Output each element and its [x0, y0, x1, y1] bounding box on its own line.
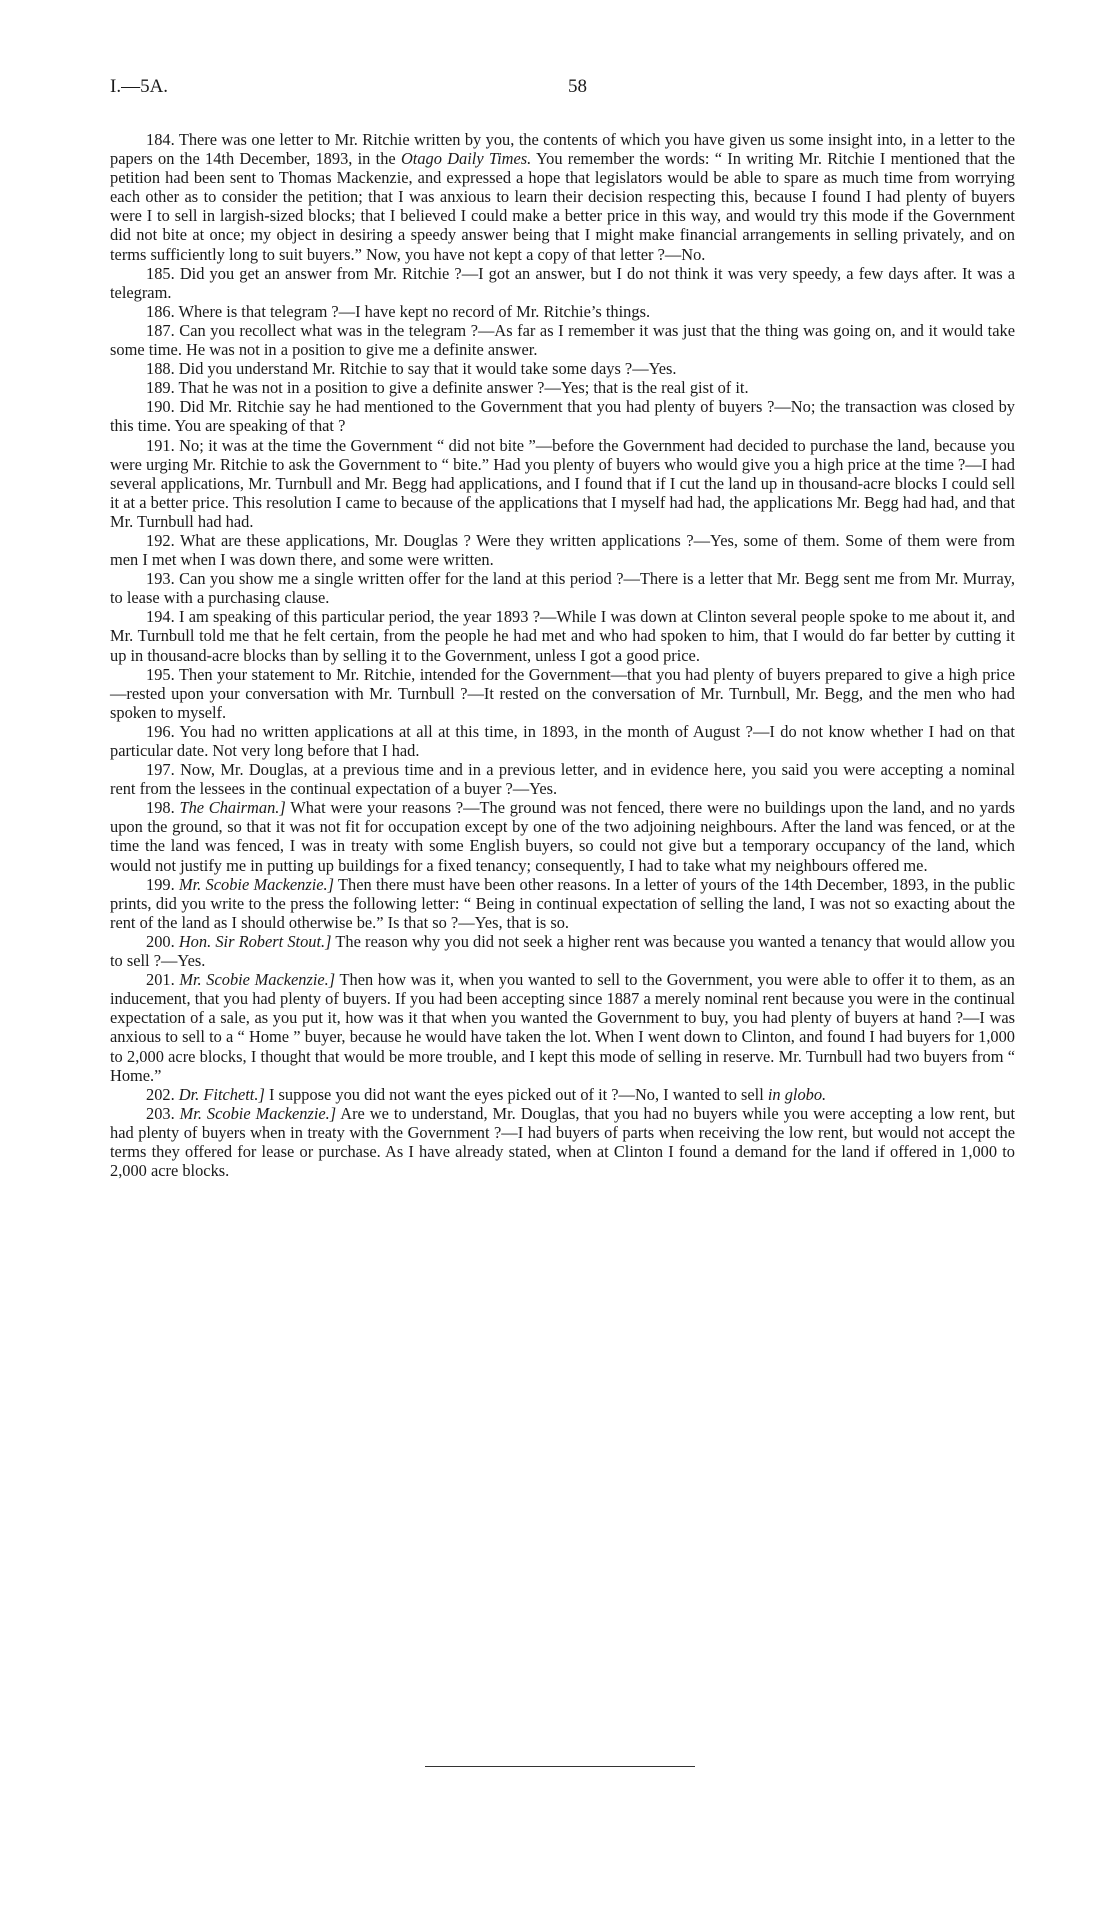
paragraph-number: 188.	[146, 359, 175, 379]
paragraph-text: That he was not in a position to give a definite answer ?—Yes; that is the real gist of it.	[178, 378, 749, 398]
paragraph-200	[110, 932, 1015, 970]
paragraph-number: 194.	[146, 607, 175, 627]
paragraph-text: Where is that telegram ?—I have kept no record of Mr. Ritchie’s things.	[178, 301, 651, 321]
paragraph-number: 186.	[146, 301, 175, 321]
paragraph-188	[110, 359, 1015, 378]
paragraph-192	[110, 531, 1015, 569]
paragraph-text: What were your reasons ?—The ground was not fenced, there were no buildings upon the land, and no yards upon the ground, so that it was not fit for occupation except by one of the two adjoining neighbours. After the land was fenced, or at the time the land was fenced, I was in treaty with some English buyers, so could not give but a temporary occupancy of the land, which would not justify me in putting up buildings for a fixed tenancy; consequently, I had to take what my neighbours offered me.	[110, 798, 1015, 875]
paragraph-number: 198.	[146, 798, 175, 818]
page-header	[110, 76, 1010, 106]
paragraph-text: There was one letter to Mr. Ritchie written by you, the contents of which you have given us some insight into, in a letter to the papers on the 14th December, 1893, in the	[110, 130, 1015, 169]
paragraph-number: 187.	[146, 320, 175, 340]
paragraph-number: 192.	[146, 530, 175, 550]
paragraph-189	[110, 378, 1015, 397]
paragraph-text: Then how was it, when you wanted to sell to the Government, you were able to offer it to them, as an inducement, that you had plenty of buyers. If you had been accepting since 1887 a merely nominal rent because you were in the continual expectation of a sale, as you put it, how was it that when you wanted the Government to buy, you had plenty of buyers at hand ?—I was anxious to sell to a “ Home ” buyer, because he would have taken the lot. When I went down to Clinton, and found I had buyers for 1,000 to 2,000 acre blocks, I thought that would be more trouble, and I kept this mode of selling in reserve. Mr. Turnbull had two buyers from “ Home.”	[110, 970, 1015, 1085]
paragraph-number: 191.	[146, 435, 175, 455]
speaker-name: Dr. Fitchett.]	[178, 1084, 265, 1104]
speaker-name: Mr. Scobie Mackenzie.]	[179, 1103, 337, 1123]
paragraph-number: 196.	[146, 721, 175, 741]
paragraph-text: Did Mr. Ritchie say he had mentioned to the Government that you had plenty of buyers ?—No; the transaction was closed by this time. You are speaking of that ?	[110, 397, 1015, 436]
paragraph-text: I suppose you did not want the eyes picked out of it ?—No, I wanted to sell	[268, 1084, 764, 1104]
paragraph-190	[110, 397, 1015, 435]
paragraph-text: The reason why you did not seek a higher rent was because you wanted a tenancy that would allow you to sell ?—Yes.	[110, 931, 1015, 971]
paragraph-194	[110, 607, 1015, 664]
speaker-name: Mr. Scobie Mackenzie.]	[178, 874, 335, 894]
paragraph-text: No; it was at the time the Government “ did not bite ”—before the Government had decided to purchase the land, because you were urging Mr. Ritchie to ask the Government to “ bite.” Had you plenty of buyers who would give you a high price at the time ?—I had several applications, Mr. Turnbull and Mr. Begg had applications, and I found that if I cut the land up in thousand-acre blocks I could sell it at a better price. This resolution I came to because of the applications that I myself had had, the applications Mr. Begg had had, and that Mr. Turnbull had had.	[110, 435, 1015, 531]
paragraph-197	[110, 760, 1015, 798]
paragraph-202	[110, 1085, 1015, 1104]
document-reference: I.—5A.	[110, 76, 169, 97]
paragraph-number: 200.	[146, 931, 175, 951]
paragraph-184	[110, 130, 1015, 264]
paragraph-text: Did you get an answer from Mr. Ritchie ?—I got an answer, but I do not think it was very speedy, a few days after. It was a telegram.	[110, 263, 1015, 302]
paragraph-196	[110, 722, 1015, 760]
paragraph-186	[110, 302, 1015, 321]
speaker-name: Hon. Sir Robert Stout.]	[178, 931, 332, 951]
paragraph-number: 184.	[146, 130, 175, 149]
paragraph-text: Can you show me a single written offer for the land at this period ?—There is a letter that Mr. Begg sent me from Mr. Murray, to lease with a purchasing clause.	[110, 569, 1015, 608]
paragraph-198	[110, 798, 1015, 874]
paragraph-tail: You remember the words: “ In writing Mr. Ritchie I mentioned that the petition had been sent to Thomas Mackenzie, and expressed a hope that legislators would be able to spare as much time from worrying each other as to consider the petition; that I was anxious to learn their decision respecting this, because I found I had plenty of buyers were I to sell in largish-sized blocks; that I believed I could make a better price in this way, and would try this mode if the Government did not bite at once; my object in desiring a speedy answer being that I might make financial arrangements in selling privately, and on terms sufficiently long to suit buyers.” Now, you have not kept a copy of that letter ?—No.	[110, 149, 1015, 264]
paragraph-191	[110, 436, 1015, 531]
paragraph-italic: in globo.	[767, 1084, 827, 1104]
paragraph-text: What are these applications, Mr. Douglas ? Were they written applications ?—Yes, some of them. Some of them were from men I met when I was down there, and some were written.	[110, 530, 1015, 570]
paragraph-185	[110, 264, 1015, 302]
paragraph-text: I am speaking of this particular period, the year 1893 ?—While I was down at Clinton several people spoke to me about it, and Mr. Turnbull told me that he felt certain, from the people he had met and who had spoken to him, that I would do far better by cutting it up in thousand-acre blocks than by selling it to the Government, unless I got a good price.	[110, 607, 1015, 665]
speaker-name: The Chairman.]	[179, 798, 286, 818]
paragraph-number: 203.	[146, 1103, 175, 1123]
paragraph-201	[110, 970, 1015, 1085]
paragraph-number: 197.	[146, 760, 175, 780]
page-number: 58	[568, 76, 587, 97]
paragraph-text: Can you recollect what was in the telegram ?—As far as I remember it was just that the thing was going on, and it would take some time. He was not in a position to give me a definite answer.	[110, 320, 1015, 360]
section-divider	[425, 1766, 695, 1767]
paragraph-text: Did you understand Mr. Ritchie to say that it would take some days ?—Yes.	[178, 359, 677, 379]
paragraph-195	[110, 665, 1015, 722]
paragraph-number: 193.	[146, 569, 175, 589]
paragraph-italic: Otago Daily Times.	[400, 149, 532, 169]
paragraph-text: Then your statement to Mr. Ritchie, intended for the Government—that you had plenty of buyers prepared to give a high price—rested upon your conversation with Mr. Turnbull ?—It rested on the conversation of Mr. Turnbull, Mr. Begg, and the men who had spoken to myself.	[110, 664, 1015, 722]
speaker-name: Mr. Scobie Mackenzie.]	[179, 970, 336, 990]
paragraph-text: Now, Mr. Douglas, at a previous time and in a previous letter, and in evidence here, you said you were accepting a nominal rent from the lessees in the continual expectation of a buyer ?—Yes.	[110, 760, 1015, 799]
paragraph-number: 189.	[146, 378, 175, 398]
paragraph-number: 202.	[146, 1084, 175, 1104]
paragraph-text: Are we to understand, Mr. Douglas, that you had no buyers while you were accepting a low rent, but had plenty of buyers when in treaty with the Government ?—I had buyers of parts when receiving the low rent, but would not accept the terms they offered for lease or purchase. As I have already stated, when at Clinton I found a demand for the land if offered in 1,000 to 2,000 acre blocks.	[110, 1103, 1015, 1181]
paragraph-203	[110, 1104, 1015, 1180]
paragraph-number: 190.	[146, 397, 175, 417]
paragraph-number: 195.	[146, 664, 175, 684]
paragraph-text: You had no written applications at all at this time, in 1893, in the month of August ?—I do not know whether I had on that particular date. Not very long before that I had.	[110, 721, 1015, 760]
paragraph-199	[110, 875, 1015, 932]
paragraph-193	[110, 569, 1015, 607]
paragraph-187	[110, 321, 1015, 359]
paragraph-number: 201.	[146, 970, 175, 990]
document-body	[110, 130, 1015, 1180]
paragraph-number: 185.	[146, 263, 175, 283]
paragraph-number: 199.	[146, 874, 175, 894]
paragraph-text: Then there must have been other reasons. In a letter of yours of the 14th December, 1893, in the public prints, did you write to the press the following letter: “ Being in continual expectation of selling the land, I was not so exacting about the rent of the land as I should otherwise be.” Is that so ?—Yes, that is so.	[110, 874, 1015, 932]
